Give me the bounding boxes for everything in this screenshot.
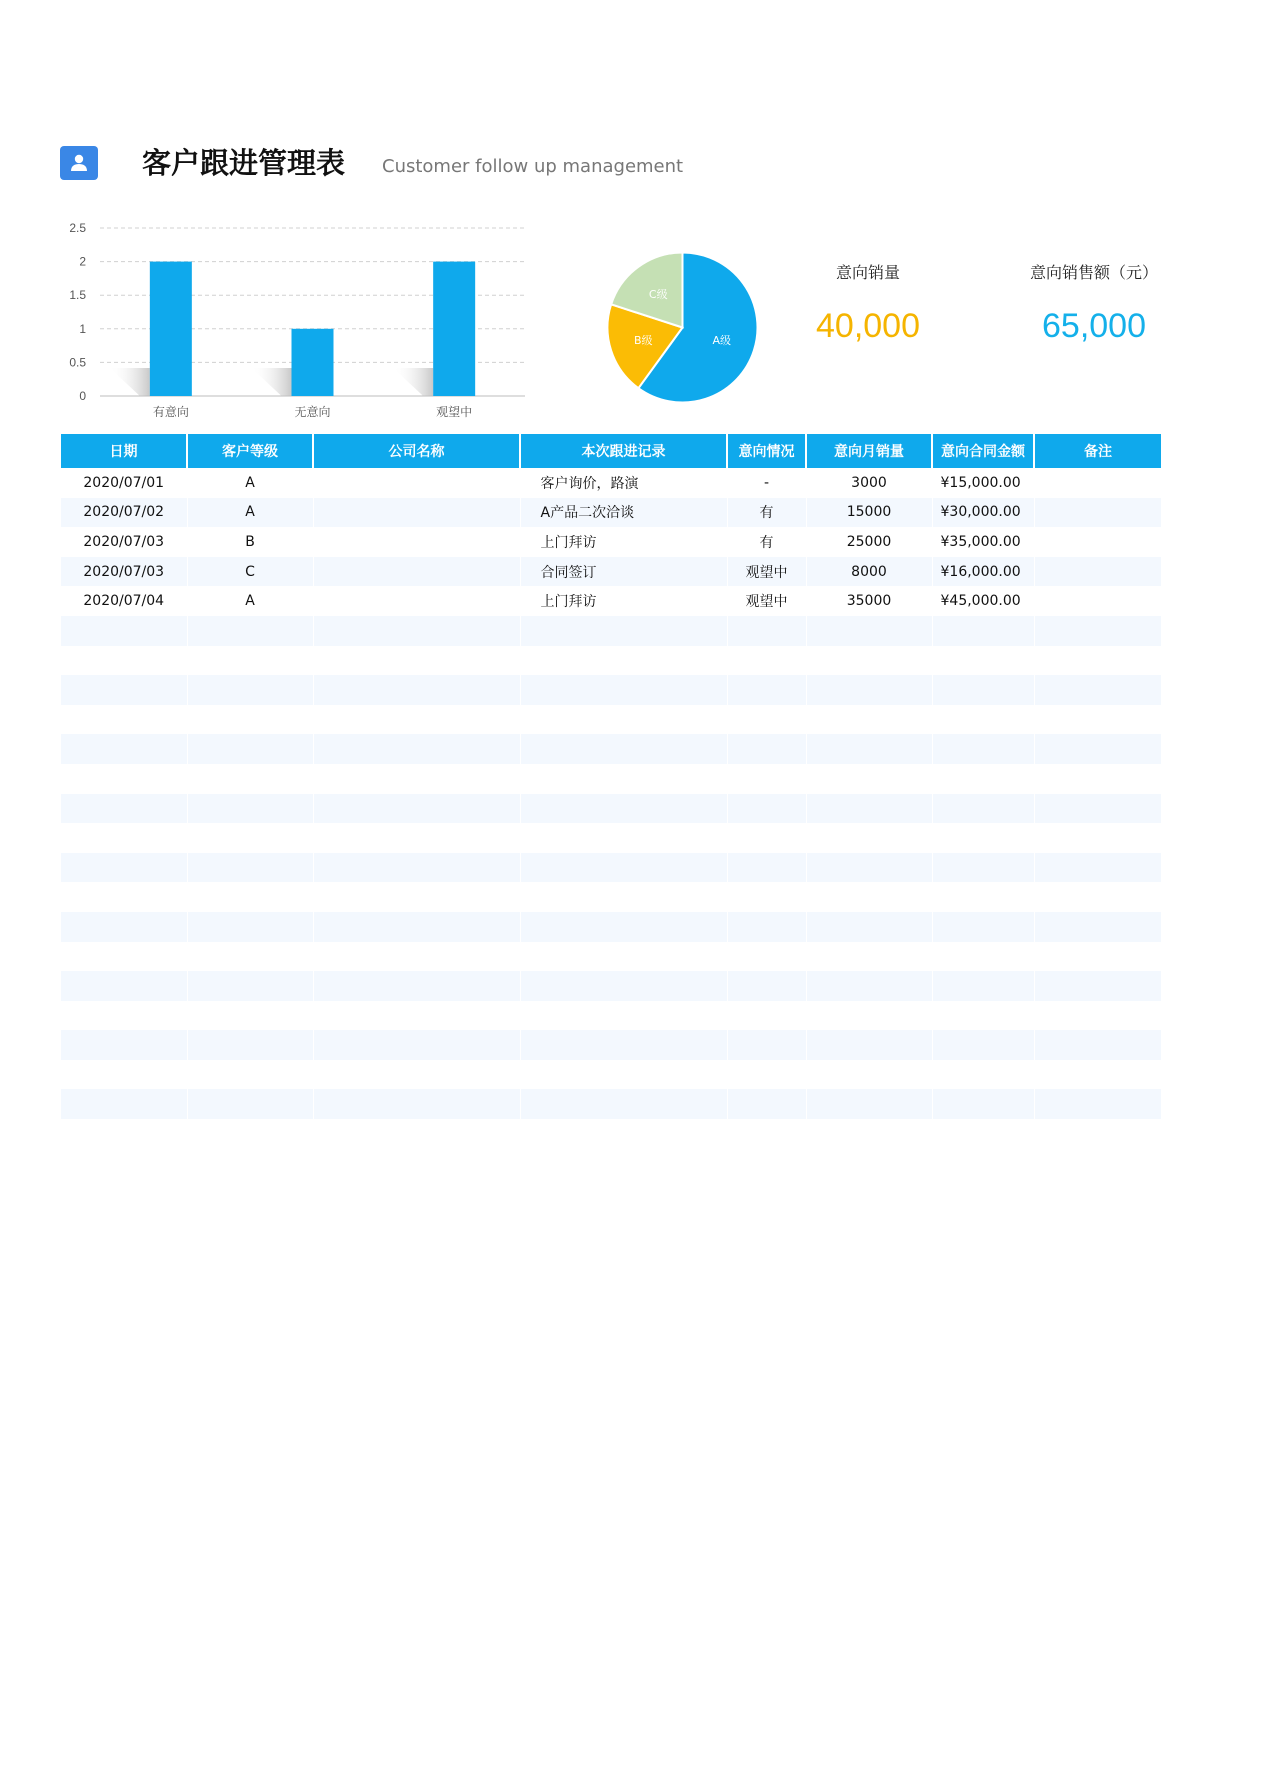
page-title: 客户跟进管理表: [142, 146, 346, 180]
empty-cell[interactable]: [61, 705, 187, 735]
empty-cell[interactable]: [520, 882, 727, 912]
followup-table-container: [61, 434, 1161, 1119]
empty-cell[interactable]: [1034, 882, 1161, 912]
empty-cell[interactable]: [727, 1001, 806, 1031]
currency-symbol: ¥: [940, 563, 950, 580]
empty-cell[interactable]: [61, 1030, 187, 1060]
y-tick-label: 2.5: [69, 221, 86, 235]
bar-观望中: [433, 262, 475, 396]
empty-table-row[interactable]: [61, 853, 1161, 883]
money-value: [933, 564, 1034, 580]
user-icon: [60, 146, 98, 180]
empty-cell[interactable]: [61, 971, 187, 1001]
empty-cell[interactable]: [313, 971, 520, 1001]
followup-table: [61, 434, 1162, 1119]
empty-cell[interactable]: [187, 705, 313, 735]
cell-record[interactable]: 上门拜访: [520, 527, 727, 557]
empty-cell[interactable]: [1034, 1030, 1161, 1060]
column-header-intent[interactable]: 意向情况: [727, 434, 806, 468]
cell-grade[interactable]: C: [187, 557, 313, 587]
cell-intent[interactable]: 观望中: [727, 586, 806, 616]
empty-cell[interactable]: [727, 705, 806, 735]
empty-cell[interactable]: [932, 1001, 1034, 1031]
empty-table-row[interactable]: [61, 1060, 1161, 1090]
cell-monthly-volume[interactable]: 15000: [806, 498, 932, 528]
cell-contract-amount[interactable]: [932, 586, 1034, 616]
empty-cell[interactable]: [1034, 912, 1161, 942]
empty-cell[interactable]: [187, 675, 313, 705]
kpi-intended-amount: [994, 262, 1194, 346]
empty-cell[interactable]: [932, 734, 1034, 764]
empty-cell[interactable]: [520, 942, 727, 972]
money-value: [933, 593, 1034, 609]
cell-notes[interactable]: [1034, 498, 1161, 528]
empty-cell[interactable]: [187, 1089, 313, 1119]
empty-cell[interactable]: [806, 646, 932, 676]
empty-cell[interactable]: [727, 734, 806, 764]
empty-cell[interactable]: [932, 705, 1034, 735]
kpi-intended-sales: [768, 262, 968, 346]
empty-cell[interactable]: [520, 1001, 727, 1031]
bar-shadow: [252, 368, 292, 396]
empty-cell[interactable]: [806, 853, 932, 883]
empty-cell[interactable]: [932, 794, 1034, 824]
cell-monthly-volume[interactable]: 25000: [806, 527, 932, 557]
cell-company[interactable]: [313, 527, 520, 557]
empty-cell[interactable]: [806, 1089, 932, 1119]
cell-grade[interactable]: B: [187, 527, 313, 557]
empty-cell[interactable]: [520, 734, 727, 764]
empty-table-row[interactable]: [61, 705, 1161, 735]
bar-有意向: [150, 262, 192, 396]
empty-cell[interactable]: [313, 1060, 520, 1090]
empty-table-row[interactable]: [61, 912, 1161, 942]
empty-cell[interactable]: [932, 1060, 1034, 1090]
empty-cell[interactable]: [61, 734, 187, 764]
empty-cell[interactable]: [932, 616, 1034, 646]
cell-notes[interactable]: [1034, 468, 1161, 498]
empty-cell[interactable]: [313, 853, 520, 883]
empty-cell[interactable]: [806, 1060, 932, 1090]
table-row[interactable]: [61, 586, 1161, 616]
cell-intent[interactable]: 有: [727, 498, 806, 528]
cell-monthly-volume[interactable]: 35000: [806, 586, 932, 616]
cell-contract-amount[interactable]: [932, 557, 1034, 587]
empty-table-row[interactable]: [61, 764, 1161, 794]
amount-number: 30,000.00: [949, 504, 1021, 521]
empty-cell[interactable]: [727, 675, 806, 705]
empty-cell[interactable]: [61, 853, 187, 883]
empty-table-row[interactable]: [61, 794, 1161, 824]
empty-cell[interactable]: [727, 971, 806, 1001]
empty-cell[interactable]: [520, 971, 727, 1001]
cell-monthly-volume[interactable]: 8000: [806, 557, 932, 587]
y-tick-label: 1.5: [69, 288, 86, 303]
empty-cell[interactable]: [313, 912, 520, 942]
cell-grade[interactable]: A: [187, 498, 313, 528]
empty-cell[interactable]: [806, 675, 932, 705]
cell-grade[interactable]: A: [187, 586, 313, 616]
empty-cell[interactable]: [932, 675, 1034, 705]
empty-cell[interactable]: [520, 675, 727, 705]
empty-cell[interactable]: [932, 942, 1034, 972]
empty-cell[interactable]: [932, 823, 1034, 853]
empty-cell[interactable]: [806, 764, 932, 794]
empty-cell[interactable]: [727, 882, 806, 912]
table-row[interactable]: [61, 527, 1161, 557]
empty-cell[interactable]: [932, 1030, 1034, 1060]
intent-bar-chart: [55, 218, 545, 423]
empty-cell[interactable]: [61, 942, 187, 972]
empty-cell[interactable]: [187, 764, 313, 794]
empty-cell[interactable]: [1034, 764, 1161, 794]
empty-cell[interactable]: [932, 882, 1034, 912]
empty-cell[interactable]: [1034, 1001, 1161, 1031]
empty-cell[interactable]: [187, 1030, 313, 1060]
empty-cell[interactable]: [806, 942, 932, 972]
bar-无意向: [292, 329, 334, 396]
cell-notes[interactable]: [1034, 586, 1161, 616]
empty-cell[interactable]: [187, 882, 313, 912]
empty-cell[interactable]: [1034, 942, 1161, 972]
empty-cell[interactable]: [61, 882, 187, 912]
column-header-contract-amount[interactable]: 意向合同金额: [932, 434, 1034, 468]
cell-intent[interactable]: 观望中: [727, 557, 806, 587]
empty-cell[interactable]: [1034, 1060, 1161, 1090]
empty-cell[interactable]: [1034, 675, 1161, 705]
empty-cell[interactable]: [932, 764, 1034, 794]
cell-date[interactable]: 2020/07/02: [61, 498, 187, 528]
money-value: [933, 504, 1034, 520]
empty-cell[interactable]: [727, 912, 806, 942]
empty-cell[interactable]: [61, 675, 187, 705]
currency-symbol: ¥: [940, 474, 950, 491]
empty-cell[interactable]: [187, 1060, 313, 1090]
empty-cell[interactable]: [313, 705, 520, 735]
empty-cell[interactable]: [727, 616, 806, 646]
empty-cell[interactable]: [313, 1089, 520, 1119]
empty-table-row[interactable]: [61, 616, 1161, 646]
empty-table-row[interactable]: [61, 1089, 1161, 1119]
column-header-company[interactable]: 公司名称: [313, 434, 520, 468]
empty-cell[interactable]: [61, 794, 187, 824]
cell-company[interactable]: [313, 557, 520, 587]
page-subtitle: Customer follow up management: [382, 156, 684, 177]
cell-contract-amount[interactable]: [932, 527, 1034, 557]
empty-cell[interactable]: [1034, 616, 1161, 646]
empty-cell[interactable]: [187, 616, 313, 646]
empty-cell[interactable]: [727, 1030, 806, 1060]
empty-cell[interactable]: [187, 853, 313, 883]
empty-cell[interactable]: [806, 705, 932, 735]
empty-cell[interactable]: [61, 823, 187, 853]
empty-cell[interactable]: [187, 646, 313, 676]
empty-cell[interactable]: [313, 1030, 520, 1060]
empty-cell[interactable]: [61, 1060, 187, 1090]
table-row[interactable]: [61, 498, 1161, 528]
empty-cell[interactable]: [187, 971, 313, 1001]
empty-cell[interactable]: [61, 616, 187, 646]
empty-cell[interactable]: [806, 823, 932, 853]
cell-intent[interactable]: 有: [727, 527, 806, 557]
cell-notes[interactable]: [1034, 527, 1161, 557]
cell-company[interactable]: [313, 586, 520, 616]
cell-notes[interactable]: [1034, 557, 1161, 587]
currency-symbol: ¥: [940, 533, 950, 550]
empty-cell[interactable]: [313, 882, 520, 912]
kpi-sales-value: 40,000: [816, 307, 920, 345]
column-header-grade[interactable]: 客户等级: [187, 434, 313, 468]
x-tick-label: 观望中: [436, 405, 473, 419]
empty-cell[interactable]: [806, 1030, 932, 1060]
empty-cell[interactable]: [806, 1001, 932, 1031]
empty-cell[interactable]: [313, 616, 520, 646]
empty-cell[interactable]: [187, 912, 313, 942]
empty-cell[interactable]: [932, 646, 1034, 676]
empty-cell[interactable]: [520, 1060, 727, 1090]
empty-cell[interactable]: [806, 616, 932, 646]
y-tick-label: 0.5: [69, 355, 86, 370]
grade-pie-chart: [595, 240, 770, 415]
empty-table-row[interactable]: [61, 942, 1161, 972]
empty-cell[interactable]: [727, 823, 806, 853]
bar-shadow: [110, 368, 150, 396]
empty-cell[interactable]: [1034, 853, 1161, 883]
kpi-amount-value: 65,000: [1042, 307, 1146, 345]
empty-cell[interactable]: [1034, 971, 1161, 1001]
cell-date[interactable]: 2020/07/01: [61, 468, 187, 498]
y-tick-label: 0: [79, 389, 86, 403]
cell-contract-amount[interactable]: [932, 498, 1034, 528]
money-value: [933, 534, 1034, 550]
empty-cell[interactable]: [520, 1089, 727, 1119]
cell-record[interactable]: 客户询价，路演: [520, 468, 727, 498]
x-tick-label: 无意向: [294, 405, 331, 419]
empty-cell[interactable]: [727, 1060, 806, 1090]
empty-cell[interactable]: [806, 794, 932, 824]
amount-number: 35,000.00: [949, 533, 1021, 550]
empty-cell[interactable]: [187, 734, 313, 764]
empty-cell[interactable]: [313, 675, 520, 705]
cell-company[interactable]: [313, 498, 520, 528]
empty-cell[interactable]: [1034, 794, 1161, 824]
column-header-date[interactable]: 日期: [61, 434, 187, 468]
empty-cell[interactable]: [806, 912, 932, 942]
empty-cell[interactable]: [520, 616, 727, 646]
empty-cell[interactable]: [520, 823, 727, 853]
empty-cell[interactable]: [520, 705, 727, 735]
empty-cell[interactable]: [313, 764, 520, 794]
amount-number: 45,000.00: [949, 593, 1021, 610]
empty-table-row[interactable]: [61, 882, 1161, 912]
empty-cell[interactable]: [61, 646, 187, 676]
empty-cell[interactable]: [520, 646, 727, 676]
bar-shadow: [393, 368, 433, 396]
cell-date[interactable]: 2020/07/04: [61, 586, 187, 616]
empty-cell[interactable]: [520, 853, 727, 883]
cell-date[interactable]: 2020/07/03: [61, 557, 187, 587]
cell-intent[interactable]: -: [727, 468, 806, 498]
kpi-amount-label: 意向销售额（元）: [1029, 263, 1158, 282]
empty-cell[interactable]: [187, 794, 313, 824]
empty-cell[interactable]: [1034, 646, 1161, 676]
pie-slice-label: C级: [648, 288, 668, 302]
amount-number: 16,000.00: [949, 563, 1021, 580]
table-row[interactable]: [61, 468, 1161, 498]
pie-slice-label: A级: [712, 334, 731, 348]
empty-cell[interactable]: [313, 823, 520, 853]
empty-cell[interactable]: [1034, 734, 1161, 764]
empty-cell[interactable]: [61, 1001, 187, 1031]
y-tick-label: 1: [79, 321, 86, 336]
empty-cell[interactable]: [520, 1030, 727, 1060]
column-header-record[interactable]: 本次跟进记录: [520, 434, 727, 468]
cell-monthly-volume[interactable]: 3000: [806, 468, 932, 498]
empty-cell[interactable]: [932, 853, 1034, 883]
empty-cell[interactable]: [1034, 1089, 1161, 1119]
empty-cell[interactable]: [1034, 823, 1161, 853]
cell-grade[interactable]: A: [187, 468, 313, 498]
cell-date[interactable]: 2020/07/03: [61, 527, 187, 557]
empty-cell[interactable]: [727, 646, 806, 676]
table-row[interactable]: [61, 557, 1161, 587]
empty-cell[interactable]: [187, 823, 313, 853]
empty-table-row[interactable]: [61, 1001, 1161, 1031]
empty-cell[interactable]: [932, 971, 1034, 1001]
empty-cell[interactable]: [727, 942, 806, 972]
money-value: [933, 475, 1034, 491]
empty-table-row[interactable]: [61, 646, 1161, 676]
table-header-row: [61, 434, 1161, 468]
empty-cell[interactable]: [932, 1089, 1034, 1119]
empty-cell[interactable]: [61, 764, 187, 794]
currency-symbol: ¥: [940, 593, 950, 610]
empty-cell[interactable]: [727, 853, 806, 883]
empty-cell[interactable]: [187, 1001, 313, 1031]
cell-record[interactable]: 合同签订: [520, 557, 727, 587]
empty-table-row[interactable]: [61, 675, 1161, 705]
empty-table-row[interactable]: [61, 823, 1161, 853]
empty-cell[interactable]: [520, 764, 727, 794]
empty-cell[interactable]: [520, 912, 727, 942]
empty-cell[interactable]: [727, 794, 806, 824]
pie-slice-label: B级: [633, 334, 653, 348]
empty-cell[interactable]: [313, 734, 520, 764]
empty-cell[interactable]: [61, 912, 187, 942]
empty-cell[interactable]: [806, 882, 932, 912]
cell-record[interactable]: 上门拜访: [520, 586, 727, 616]
empty-cell[interactable]: [727, 1089, 806, 1119]
empty-cell[interactable]: [313, 1001, 520, 1031]
empty-table-row[interactable]: [61, 971, 1161, 1001]
empty-table-row[interactable]: [61, 1030, 1161, 1060]
cell-contract-amount[interactable]: [932, 468, 1034, 498]
empty-cell[interactable]: [313, 794, 520, 824]
cell-company[interactable]: [313, 468, 520, 498]
column-header-monthly-volume[interactable]: 意向月销量: [806, 434, 932, 468]
amount-number: 15,000.00: [949, 474, 1021, 491]
empty-table-row[interactable]: [61, 734, 1161, 764]
empty-cell[interactable]: [727, 764, 806, 794]
currency-symbol: ¥: [940, 504, 950, 521]
column-header-notes[interactable]: 备注: [1034, 434, 1161, 468]
empty-cell[interactable]: [1034, 705, 1161, 735]
cell-record[interactable]: A产品二次洽谈: [520, 498, 727, 528]
kpi-sales-label: 意向销量: [835, 263, 900, 282]
x-tick-label: 有意向: [152, 405, 189, 419]
empty-cell[interactable]: [520, 794, 727, 824]
empty-cell[interactable]: [187, 942, 313, 972]
empty-cell[interactable]: [806, 734, 932, 764]
empty-cell[interactable]: [313, 646, 520, 676]
page-header: [60, 143, 960, 203]
y-tick-label: 2: [79, 254, 86, 269]
empty-cell[interactable]: [313, 942, 520, 972]
empty-cell[interactable]: [932, 912, 1034, 942]
empty-cell[interactable]: [61, 1089, 187, 1119]
empty-cell[interactable]: [806, 971, 932, 1001]
